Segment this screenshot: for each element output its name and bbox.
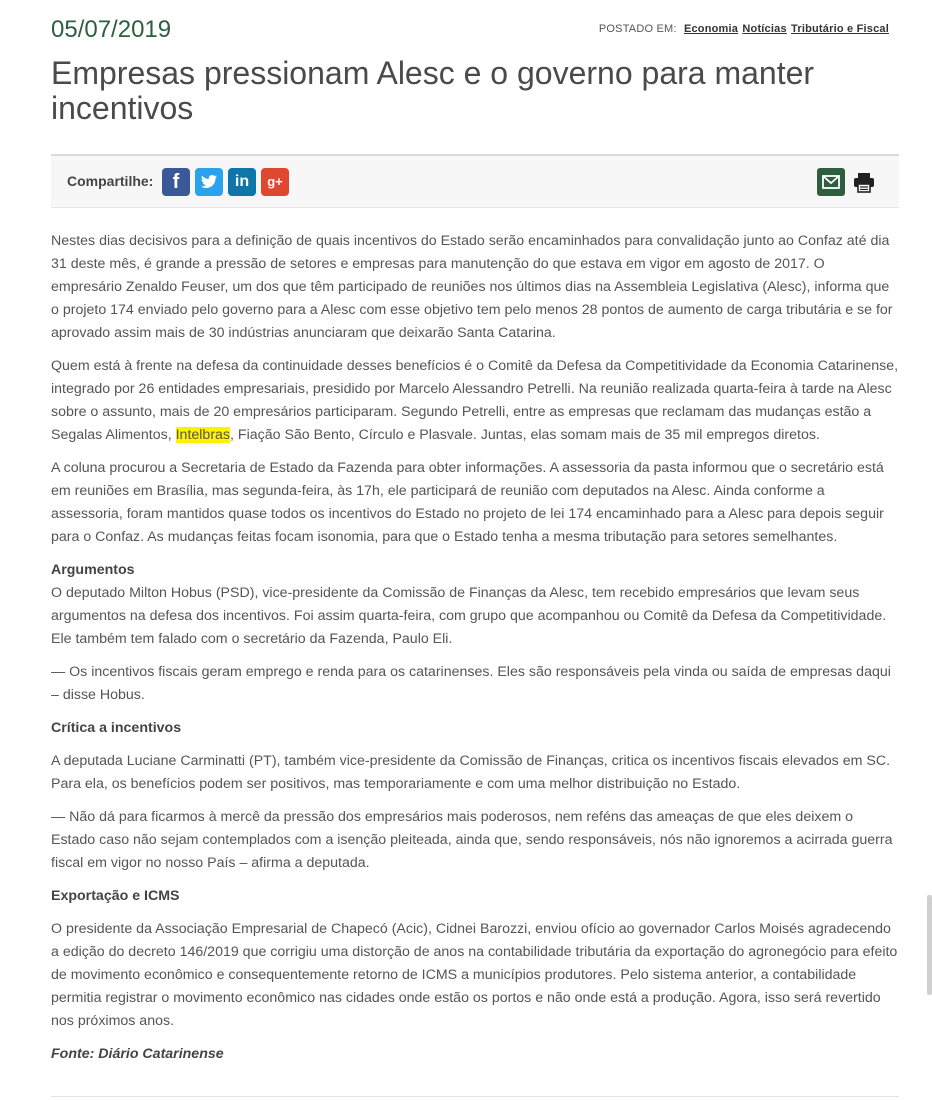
heading-argumentos: Argumentos [51, 562, 135, 578]
print-icon[interactable] [849, 168, 879, 196]
paragraph-2-start: Quem está à frente na defesa da continuidade desses benefícios é o Comitê da Defesa da Competitividade da Economia Catarinense, integrado por 26 entidades empresariais, presidido por Marcelo Alessandro Petrelli. Na reunião realizada quarta-feira à tarde na Alesc sobre o assunto, mais de 20 empresários participaram. Segundo Petrelli, entre as empresas que reclamam das mudanças estão a Segalas Alimentos, [51, 358, 899, 443]
mail-icon[interactable] [817, 168, 845, 196]
category-link-economia[interactable]: Economia [683, 23, 739, 35]
paragraph-2-end: , Fiação São Bento, Círculo e Plasvale. Juntas, elas somam mais de 35 mil empregos diretos. [230, 427, 820, 443]
google-plus-icon[interactable]: g+ [261, 168, 289, 196]
paragraph-7: — Não dá para ficarmos à mercê da pressão dos empresários mais poderosos, nem reféns das ameaças de que eles deixem o Estado caso não sejam contemplados com a isenção pleiteada, ainda que, sendo responsáveis, nós não ignoremos a acirrada guerra fiscal em vigor no nosso País – afirma a deputada. [51, 809, 893, 871]
bottom-divider [51, 1096, 899, 1097]
article-title: Empresas pressionam Alesc e o governo para manter incentivos [51, 55, 815, 126]
article-date: 05/07/2019 [51, 16, 172, 43]
facebook-icon[interactable]: f [162, 168, 190, 196]
category-link-noticias[interactable]: Notícias [742, 23, 787, 35]
paragraph-3: A coluna procurou a Secretaria de Estado da Fazenda para obter informações. A assessoria da pasta informou que o secretário está em reuniões em Brasília, mas segunda-feira, às 17h, ele participará de reunião com deputados na Alesc. Ainda conforme a assessoria, foram mantidos quase todos os incentivos do Estado no projeto de lei 174 encaminhado para a Alesc para depois seguir para o Confaz. As mudanças feitas focam isonomia, para que o Estado tenha a mesma tributação para setores semelhantes. [51, 460, 884, 545]
posted-label: POSTADO EM: [598, 23, 677, 35]
article [51, 0, 899, 1062]
scrollbar-thumb[interactable] [927, 895, 932, 995]
paragraph-4: O deputado Milton Hobus (PSD), vice-presidente da Comissão de Finanças da Alesc, tem recebido empresários que levam seus argumentos na defesa dos incentivos. Foi assim quarta-feira, com grupo que acompanhou ou Comitê da Defesa da Competitividade. Ele também tem falado com o secretário da Fazenda, Paulo Eli. [51, 585, 887, 647]
posted-in [599, 23, 889, 35]
twitter-bird-glyph [195, 168, 223, 196]
paragraph-6: A deputada Luciane Carminatti (PT), também vice-presidente da Comissão de Finanças, critica os incentivos fiscais elevados em SC. Para ela, os benefícios podem ser positivos, mas temporariamente e com uma melhor distribuição no Estado. [51, 753, 891, 792]
envelope-glyph [817, 168, 845, 196]
linkedin-icon[interactable]: in [228, 168, 256, 196]
printer-glyph [849, 168, 879, 196]
paragraph-8: O presidente da Associação Empresarial de Chapecó (Acic), Cidnei Barozzi, enviou ofício ao governador Carlos Moisés agradecendo a edição do decreto 146/2019 que corrigiu uma distorção de anos na contabilidade tributária da exportação do agronegócio para efeito de movimento econômico e consequentemente retorno de ICMS a municípios produtores. Pelo sistema anterior, a contabilidade permitia registrar o movimento econômico nas cidades onde estão os portos e não onde está a produção. Agora, isso será revertido nos próximos anos. [51, 921, 898, 1029]
article-meta [51, 0, 899, 56]
highlighted-company: Intelbras [175, 427, 231, 443]
share-label: Compartilhe: [67, 173, 154, 189]
paragraph-2 [51, 355, 899, 447]
category-link-tributario[interactable]: Tributário e Fiscal [791, 23, 889, 35]
share-bar [51, 154, 899, 208]
twitter-icon[interactable] [195, 168, 223, 196]
heading-critica: Crítica a incentivos [51, 720, 182, 736]
article-source: Fonte: Diário Catarinense [51, 1046, 224, 1062]
paragraph-1: Nestes dias decisivos para a definição de quais incentivos do Estado serão encaminhados para convalidação junto ao Confaz até dia 31 deste mês, é grande a pressão de setores e empresas para manutenção do que estava em vigor em agosto de 2017. O empresário Zenaldo Feuser, um dos que têm participado de reuniões nos últimos dias na Assembleia Legislativa (Alesc), informa que o projeto 174 enviado pelo governo para a Alesc com esse objetivo tem pelo menos 28 pontos de aumento de carga tributária e se for aprovado assim mais de 30 indústrias anunciaram que deixarão Santa Catarina. [51, 233, 893, 341]
article-body [51, 230, 899, 1076]
heading-exportacao: Exportação e ICMS [51, 888, 180, 904]
paragraph-5: — Os incentivos fiscais geram emprego e renda para os catarinenses. Eles são responsáveis pela vinda ou saída de empresas daqui – disse Hobus. [51, 664, 891, 703]
